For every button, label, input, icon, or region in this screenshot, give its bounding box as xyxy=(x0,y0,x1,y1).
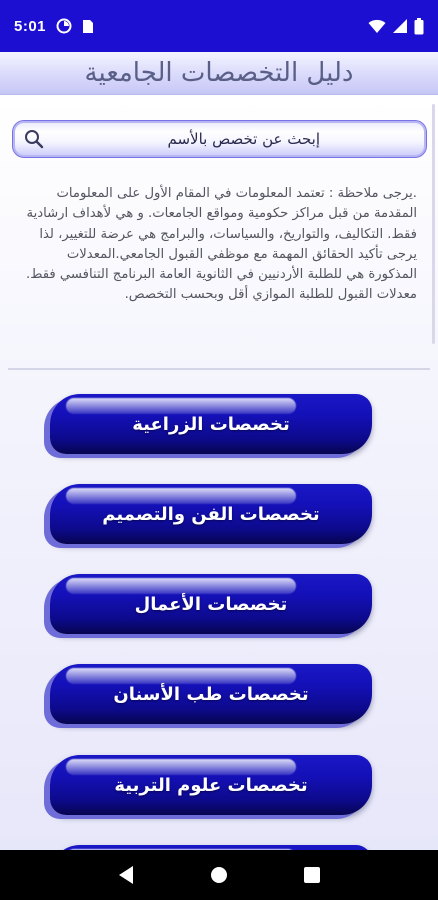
category-button-label: تخصصات الفن والتصميم xyxy=(102,503,320,525)
back-icon[interactable] xyxy=(114,863,138,887)
category-button-label: تخصصات الزراعية xyxy=(132,413,290,435)
divider xyxy=(8,368,430,370)
category-button-label: تخصصات الأعمال xyxy=(134,593,288,615)
app-title-bar xyxy=(0,52,438,95)
data-saver-icon xyxy=(56,18,72,34)
category-button-business[interactable] xyxy=(50,574,372,634)
scrollbar[interactable] xyxy=(432,104,435,344)
status-right xyxy=(368,18,424,35)
main-content[interactable] xyxy=(0,96,438,850)
status-left xyxy=(14,18,94,35)
sim-card-icon xyxy=(82,19,94,34)
wifi-icon xyxy=(368,19,386,34)
system-nav-bar xyxy=(0,850,438,900)
category-button-label: تخصصات طب الأسنان xyxy=(113,683,309,705)
status-time: 5:01 xyxy=(14,17,47,35)
category-button-agriculture[interactable] xyxy=(50,394,372,454)
category-button-label: تخصصات علوم التربية xyxy=(114,774,308,796)
status-bar xyxy=(0,0,438,52)
signal-icon xyxy=(392,18,408,34)
search-placeholder: إبحث عن تخصص بالأسم xyxy=(167,130,320,148)
battery-icon xyxy=(414,18,424,35)
search-input[interactable] xyxy=(12,120,427,158)
page-title: دليل التخصصات الجامعية xyxy=(84,58,354,88)
category-button-dentistry[interactable] xyxy=(50,664,372,724)
category-button-art-design[interactable] xyxy=(50,484,372,544)
disclaimer-note: .يرجى ملاحظة : تعتمد المعلومات في المقام الأول على المعلومات المقدمة من قبل مراكز حكومية ومواقع الجامعات. و هي لأهداف ارشادية فقط. التكاليف، والتواريخ، والسياسات، والبرامج هي عرضة للتغيير، لذا يرجى تأكيد الحقائق المهمة مع موظفي القبول الجامعي.المعدلات المذكورة هي للطلبة الأردنيين في الثانوية العامة البرنامج التنافسي فقط. معدلات القبول للطلبة الموازي أقل وبحسب التخصص. xyxy=(26,186,417,303)
category-button-education[interactable] xyxy=(50,755,372,815)
recents-icon[interactable] xyxy=(300,863,324,887)
search-icon[interactable] xyxy=(23,128,45,150)
home-icon[interactable] xyxy=(207,863,231,887)
